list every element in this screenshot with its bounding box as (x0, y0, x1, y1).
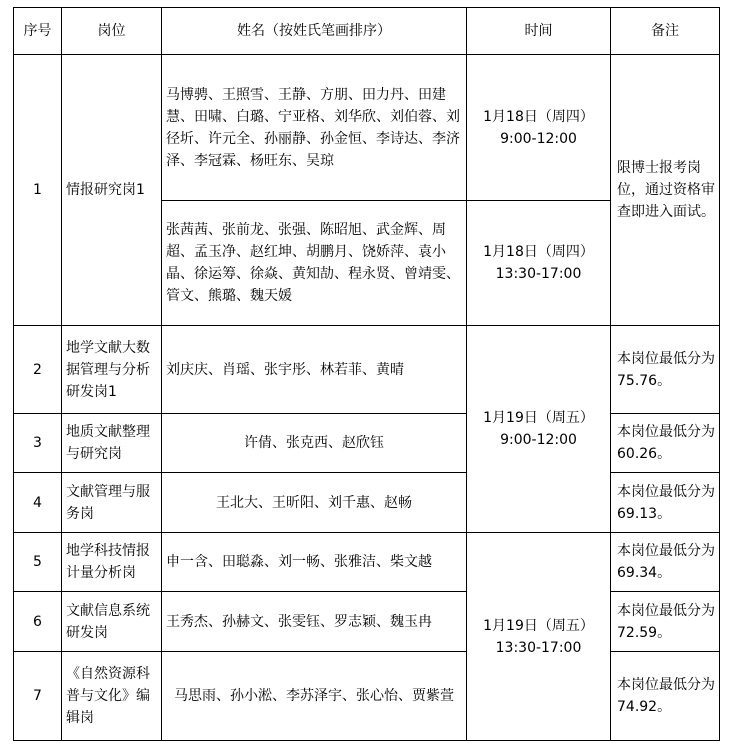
row4-note: 本岗位最低分为69.13。 (611, 473, 720, 533)
table-header-row (14, 8, 720, 55)
table-row (14, 473, 720, 533)
row6-seq: 6 (14, 592, 62, 652)
row2-names: 刘庆庆、肖瑶、张宇彤、林若菲、黄晴 (162, 326, 467, 414)
row1a-time (467, 55, 611, 201)
table-row (14, 533, 720, 592)
header-position: 岗位 (62, 8, 162, 55)
time-rows-2-4 (467, 326, 611, 533)
table-row (14, 55, 720, 201)
row1b-time-date: 1月18日（周四） (483, 244, 594, 260)
row1b-time (467, 201, 611, 326)
row5-names: 申一含、田聪淼、刘一畅、张雅洁、柴文越 (162, 533, 467, 592)
time-rows-5-7-hours: 13:30-17:00 (495, 639, 582, 656)
interview-schedule-table (13, 7, 720, 741)
row5-position: 地学科技情报计量分析岗 (62, 533, 162, 592)
row2-position: 地学文献大数据管理与分析研发岗1 (62, 326, 162, 414)
table-row (14, 592, 720, 652)
row5-seq: 5 (14, 533, 62, 592)
table-row (14, 652, 720, 741)
row5-note: 本岗位最低分为69.34。 (611, 533, 720, 592)
row1-seq: 1 (14, 55, 62, 326)
row4-names: 王北大、王昕阳、刘千惠、赵畅 (162, 473, 467, 533)
header-seq: 序号 (14, 8, 62, 55)
header-note: 备注 (611, 8, 720, 55)
row3-position: 地质文献整理与研究岗 (62, 414, 162, 473)
time-rows-5-7 (467, 533, 611, 741)
table-row (14, 414, 720, 473)
row7-position: 《自然资源科普与文化》编辑岗 (62, 652, 162, 741)
row6-names: 王秀杰、孙赫文、张雯钰、罗志颖、魏玉冉 (162, 592, 467, 652)
row4-position: 文献管理与服务岗 (62, 473, 162, 533)
time-rows-5-7-date: 1月19日（周五） (483, 617, 594, 634)
row2-note: 本岗位最低分为75.76。 (611, 326, 720, 414)
row1-position: 情报研究岗1 (62, 55, 162, 326)
row6-position: 文献信息系统研发岗 (62, 592, 162, 652)
row1b-names: 张茜茜、张前龙、张强、陈昭旭、武金辉、周超、孟玉净、赵红坤、胡鹏月、饶娇萍、袁小晶、徐运筹、徐焱、黄知劼、程永贤、曾靖雯、管文、熊璐、魏天媛 (162, 201, 467, 326)
row1a-names: 马博骋、王照雪、王静、方朋、田力丹、田建慧、田啸、白璐、宁亚格、刘华欣、刘伯蓉、刘径圻、许元全、孙丽静、孙金恒、李诗达、李济泽、李冠霖、杨旺东、吴琼 (162, 55, 467, 201)
row1a-time-hours: 9:00-12:00 (500, 130, 577, 147)
row3-note: 本岗位最低分为60.26。 (611, 414, 720, 473)
row1b-time-hours: 13:30-17:00 (495, 266, 582, 282)
time-rows-2-4-date: 1月19日（周五） (483, 410, 594, 426)
time-rows-2-4-hours: 9:00-12:00 (500, 432, 577, 448)
row3-names: 许倩、张克西、赵欣钰 (162, 414, 467, 473)
row3-seq: 3 (14, 414, 62, 473)
row2-seq: 2 (14, 326, 62, 414)
row1a-time-date: 1月18日（周四） (483, 108, 594, 125)
row4-seq: 4 (14, 473, 62, 533)
header-time: 时间 (467, 8, 611, 55)
row7-names: 马思雨、孙小淞、李苏泽宇、张心怡、贾紫萱 (162, 652, 467, 741)
row6-note: 本岗位最低分为72.59。 (611, 592, 720, 652)
row1-note: 限博士报考岗位，通过资格审查即进入面试。 (611, 55, 720, 326)
row7-note: 本岗位最低分为74.92。 (611, 652, 720, 741)
row7-seq: 7 (14, 652, 62, 741)
header-names: 姓名（按姓氏笔画排序） (162, 8, 467, 55)
table-row (14, 326, 720, 414)
